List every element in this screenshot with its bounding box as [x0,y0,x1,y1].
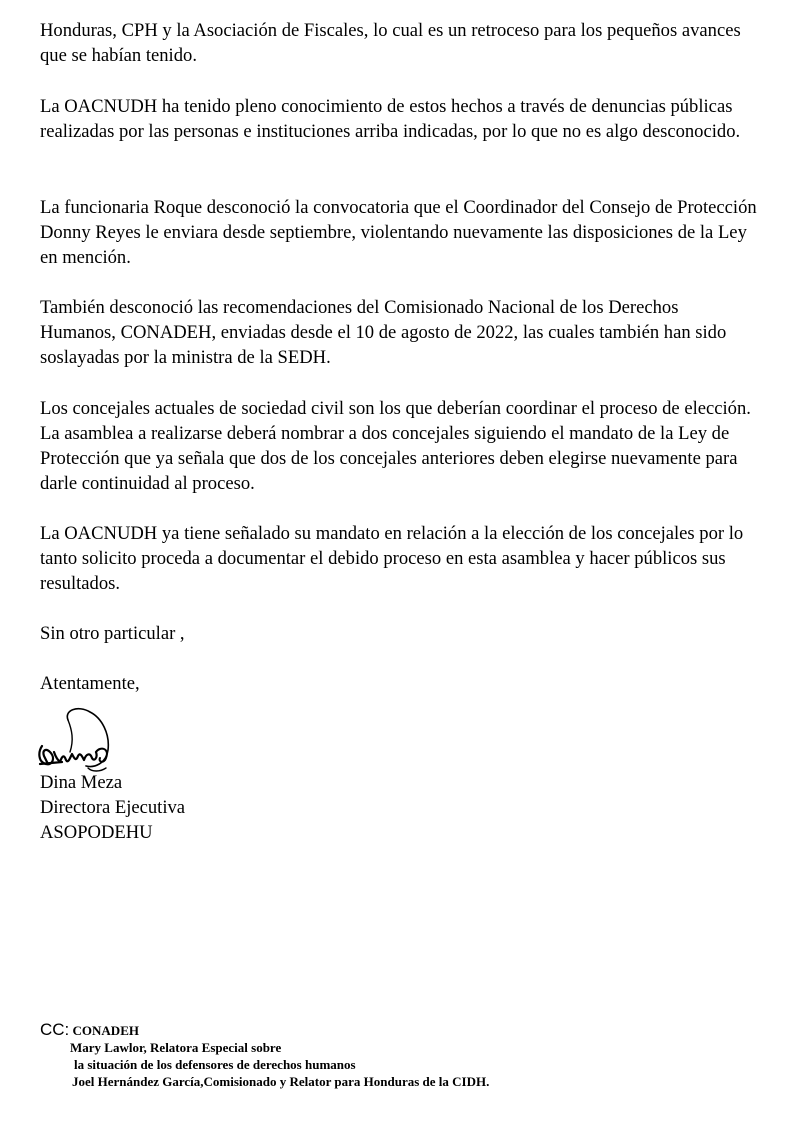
paragraph-6: La OACNUDH ya tiene señalado su mandato en relación a la elección de los concejales por lo tanto solicito proceda a documentar el debido proceso en esta asamblea y hacer públicos sus resultados. [40,523,744,594]
cc-recipient: la situación de los defensores de derechos humanos [74,1057,356,1072]
paragraph-1: Honduras, CPH y la Asociación de Fiscales, lo cual es un retroceso para los pequeños avances que se habían tenido. [40,20,741,66]
paragraph-3: La funcionaria Roque desconoció la convocatoria que el Coordinador del Consejo de Protección Donny Reyes le enviara desde septiembre, violentando nuevamente las disposiciones de la Ley en mención. [40,197,757,268]
cc-label: CC: [40,1020,70,1039]
paragraph-4: También desconoció las recomendaciones del Comisionado Nacional de los Derechos Humanos, CONADEH, enviadas desde el 10 de agosto de 2022, las cuales también han sido soslayadas por la ministra de la SEDH. [40,297,727,368]
handwritten-signature [34,706,130,776]
signature-block [40,770,185,845]
cc-section [40,1021,489,1090]
signer-title: Directora Ejecutiva [40,797,186,818]
paragraph-5: Los concejales actuales de sociedad civil son los que deberían coordinar el proceso de elección. La asamblea a realizarse deberá nombrar a dos concejales siguiendo el mandato de la Ley de Protección que ya señala que dos de los concejales anteriores deben elegirse nuevamente para darle continuidad al proceso. [40,398,751,494]
signer-organization: ASOPODEHU [40,822,153,843]
cc-recipient: Mary Lawlor, Relatora Especial sobre [70,1040,282,1055]
paragraph-2: La OACNUDH ha tenido pleno conocimiento de estos hechos a través de denuncias públicas realizadas por las personas e instituciones arriba indicadas, por lo que no es algo desconocido. [40,96,741,142]
cc-recipient: Joel Hernández García,Comisionado y Relator para Honduras de la CIDH. [72,1074,490,1089]
signer-name: Dina Meza [40,772,123,793]
salutation: Atentamente, [40,673,140,694]
closing-line: Sin otro particular , [40,623,185,644]
cc-recipient: CONADEH [72,1023,139,1038]
